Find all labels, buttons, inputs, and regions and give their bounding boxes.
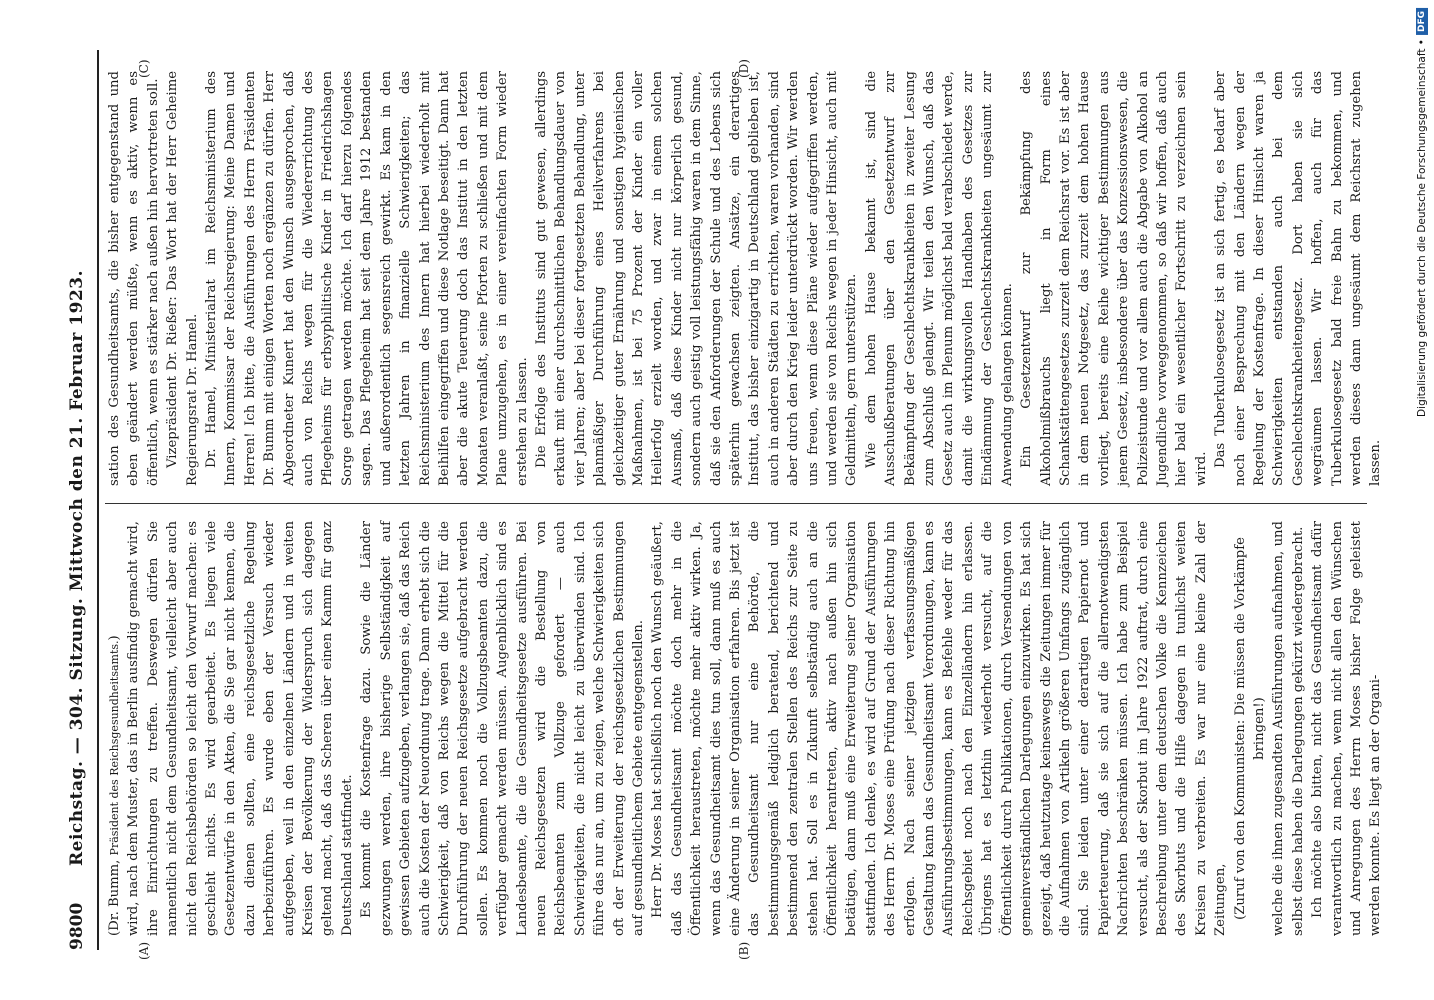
vice-president-line: Vizepräsident Dr. Rießer: Das Wort hat der Herr Geheime Regierungsrat Dr. Hamel. (165, 71, 200, 486)
margin-letter-b: (B) (737, 941, 751, 960)
dfg-logo-icon: DFG (1416, 8, 1428, 35)
digitization-watermark (1416, 8, 1428, 417)
rotated-page (37, 40, 1397, 960)
margin-letter-d: (D) (737, 59, 751, 78)
paragraph: Dr. Hamel, Ministerialrat im Reichsministerium des Innern, Kommissar der Reichsregierung: Meine Damen und Herren! Ich bitte, die Ausführungen des Herrn Präsidenten Dr. Bumm mit einigen Worten noch ergänzen zu dürfen. Herr Abgeordneter Kunert hat den Wunsch ausgesprochen, daß auch von Reichs wegen für die Wiedererrichtung des Pflegeheims für erbsyphilitische Kinder in Friedrichshagen Sorge getragen werden möchte. Ich darf hierzu folgendes sagen. Das Pflegeheim hat seit dem Jahre 1912 bestanden und außerordentlich segensreich gewirkt. Es kam in den letzten Jahren in finanzielle Schwierigkeiten; das Reichsministerium des Innern hat hierbei wiederholt mit Beihilfen eingegriffen und diese Notlage beseitigt. Dann hat aber die akute Teuerung doch das Institut in den letzten Monaten veranlaßt, seine Pforten zu schließen und mit dem Plane umzugehen, es in einer vereinfachten Form wieder erstehen zu lassen. (204, 71, 530, 486)
interjection: (Zuruf von den Kommunisten: Die müssen die Vorkämpfe bringen!) (1232, 537, 1267, 920)
paragraph: Die Erfolge des Instituts sind gut gewesen, allerdings erkauft mit einer durchschnittlichen Behandlungsdauer von vier Jahren; aber bei dieser fortgesetzten Behandlung, unter planmäßiger Durchführung eines Heilverfahrens bei gleichzeitiger guter Ernährung und sonstigen hygienischen Maßnahmen, ist bei 75 Prozent der Kinder ein voller Heilerfolg erzielt worden, und zwar in einem solchen Ausmaß, daß diese Kinder nicht nur körperlich gesund, sondern auch geistig voll leistungsfähig waren in dem Sinne, daß sie den Anforderungen der Schule und des Lebens sich späterhin gewachsen zeigten. Ansätze, ein derartiges Institut, das bisher einzigartig in Deutschland geblieben ist, auch in anderen Städten zu errichten, waren vorhanden, sind aber durch den Krieg leider unterdrückt worden. Wir werden uns freuen, wenn diese Pläne wieder aufgegriffen werden, und werden sie von Reichs wegen in jeder Hinsicht, auch mit Geldmitteln, gern unterstützen. (533, 71, 860, 486)
page-number: 9800 (67, 902, 87, 950)
paragraph: Ich möchte also bitten, nicht das Gesundheitsamt dafür verantwortlich zu machen, wenn nicht allen den Wünschen und Anregungen des Herrn Moses bisher Folge geleistet werden konnte. Es liegt an der Organi- (1310, 521, 1384, 936)
margin-letter-a: (A) (137, 941, 151, 960)
speaker-line: (Dr. Bumm, Präsident des Reichsgesundheitsamts.) (107, 635, 122, 936)
paragraph: wird, nach dem Muster, das in Berlin ausfindig gemacht wird, ihre Einrichtungen zu treffen. Deswegen dürfen Sie namentlich nicht dem Gesundheitsamt, vielleicht aber auch nicht den Reichsbehörden so leicht den Vorwurf machen: es geschieht nichts. Es wird gearbeitet. Es liegen viele Gesetzentwürfe in den Akten, die Sie gar nicht kennen, die dazu dienen sollten, eine reichsgesetzliche Regelung herbeizuführen. Es wurde eben der Versuch wieder aufgegeben, weil in den einzelnen Ländern und in weiten Kreisen der Bevölkerung der Widerspruch sich dagegen geltend macht, daß das Scheren über einen Kamm für ganz Deutschland stattfindet. (126, 521, 355, 936)
paragraph: Ein Gesetzentwurf zur Bekämpfung des Alkoholmißbrauchs liegt in Form eines Schankstättengesetzes zurzeit dem Reichsrat vor. Es ist aber in dem neuen Notgesetz, das zurzeit dem hohen Hause vorliegt, bereits eine Reihe wichtiger Bestimmungen aus jenem Gesetz, insbesondere über das Konzessionswesen, die Polizeistunde und vor allem auch die Abgabe von Alkohol an Jugendliche vorweggenommen, so daß wir hoffen, daß auch hier bald ein wesentlicher Fortschritt zu verzeichnen sein wird. (1019, 71, 1209, 486)
left-column (105, 521, 1384, 936)
speaker-role: Präsident des Reichsgesundheitsamts. (108, 640, 121, 856)
page-title: Reichstag. — 304. Sitzung. Mittwoch den 21. Februar 1923. (67, 269, 87, 866)
paragraph: sation des Gesundheitsamts, die bisher entgegenstand und eben geändert werden müßte, wenn es aktiv, wenn es öffentlich, wenn es stärker nach außen hin hervortreten soll. (107, 71, 161, 486)
paragraph: welche die ihnen zugesandten Ausführungen aufnahmen, und selbst diese haben die Darlegungen gekürzt wiedergebracht. (1271, 521, 1306, 936)
speaker-name: Dr. Bumm, (107, 859, 122, 931)
paragraph: Das Tuberkulosegesetz ist an sich fertig, es bedarf aber noch einer Besprechung mit den Ländern wegen der Regelung der Kostenfrage. In dieser Hinsicht waren ja Schwierigkeiten entstanden auch bei dem Geschlechtskrankheitengesetz. Dort haben sie sich wegräumen lassen. Wir hoffen, auch für das Tuberkulosegesetz bald freie Bahn zu bekommen, und werden dieses dann ungesäumt dem Reichsrat zugehen lassen. (1213, 71, 1384, 486)
watermark-text: Digitalisierung gefördert durch die Deutsche Forschungsgemeinschaft • (1416, 39, 1428, 417)
column-divider (105, 503, 1367, 504)
paragraph: Wie dem hohen Hause bekannt ist, sind die Ausschußberatungen über den Gesetzentwurf zur Bekämpfung der Geschlechtskrankheiten in zweiter Lesung zum Abschluß gelangt. Wir teilen den Wunsch, daß das Gesetz auch im Plenum möglichst bald verabschiedet werde, damit die wirkungsvollen Handhaben des Gesetzes zur Eindämmung der Geschlechtskrankheiten ungesäumt zur Anwendung gelangen können. (863, 71, 1015, 486)
margin-letter-c: (C) (137, 59, 151, 78)
page-header (67, 50, 93, 950)
right-column (105, 71, 1384, 486)
paragraph: Es kommt die Kostenfrage dazu. Sowie die Länder gezwungen werden, ihre bisherige Selbständigkeit auf gewissen Gebieten aufzugeben, verlangen sie, daß das Reich auch die Kosten der Neuordnung trage. Dann erhebt sich die Schwierigkeit, daß von Reichs wegen die Mittel für die Durchführung der neuen Reichsgesetze aufgebracht werden sollen. Es kommen noch die Vollzugsbeamten dazu, die verfügbar gemacht werden müssen. Augenblicklich sind es Landesbeamte, die die Gesundheitsgesetze ausführen. Bei neuen Reichsgesetzen wird die Bestellung von Reichsbeamten zum Vollzuge gefordert — auch Schwierigkeiten, die nicht leicht zu überwinden sind. Ich führe das nur an, um zu zeigen, welche Schwierigkeiten sich oft der Erweiterung der reichsgesetzlichen Bestimmungen auf gesundheitlichem Gebiete entgegenstellen. (359, 521, 646, 936)
header-rule (97, 50, 99, 950)
paragraph: Herr Dr. Moses hat schließlich noch den Wunsch geäußert, daß das Gesundheitsamt möchte doch mehr in die Öffentlichkeit heraustreten, möchte mehr aktiv wirken. Ja, wenn das Gesundheitsamt dies tun soll, dann muß es auch eine Änderung in seiner Organisation erfahren. Bis jetzt ist das Gesundheitsamt nur eine Behörde, die bestimmungsgemäß lediglich beratend, berichtend und bestimmend den zentralen Stellen des Reichs zur Seite zu stehen hat. Soll es in Zukunft selbständig auch an die Öffentlichkeit herantreten, aktiv nach außen hin sich betätigen, dann muß eine Erweiterung seiner Organisation stattfinden. Ich denke, es wird auf Grund der Ausführungen des Herrn Dr. Moses eine Prüfung nach dieser Richtung hin erfolgen. Nach seiner jetzigen verfassungsmäßigen Gestaltung kann das Gesundheitsamt Verordnungen, kann es Ausführungsbestimmungen, kann es Befehle weder für das Reichsgebiet noch nach den Einzelländern hin erlassen. Übrigens hat es letzthin wiederholt versucht, auf die Öffentlichkeit durch Publikationen, durch Versendungen von gemeinverständlichen Darlegungen einzuwirken. Es hat sich gezeigt, daß heutzutage keineswegs die Zeitungen immer für die Aufnahmen von Artikeln größeren Umfangs zugänglich sind. Sie leiden unter einer derartigen Papiernot und Papierteuerung, daß sie sich auf die allernotwendigsten Nachrichten beschränken müssen. Ich habe zum Beispiel versucht, als der Skorbut im Jahre 1922 auftrat, durch eine Beschreibung unter dem deutschen Volke die Kennzeichen des Skorbuts und die Hilfe dagegen in tunlichst weiten Kreisen zu verbreiten. Es war nur eine kleine Zahl der Zeitungen, (650, 521, 1229, 936)
